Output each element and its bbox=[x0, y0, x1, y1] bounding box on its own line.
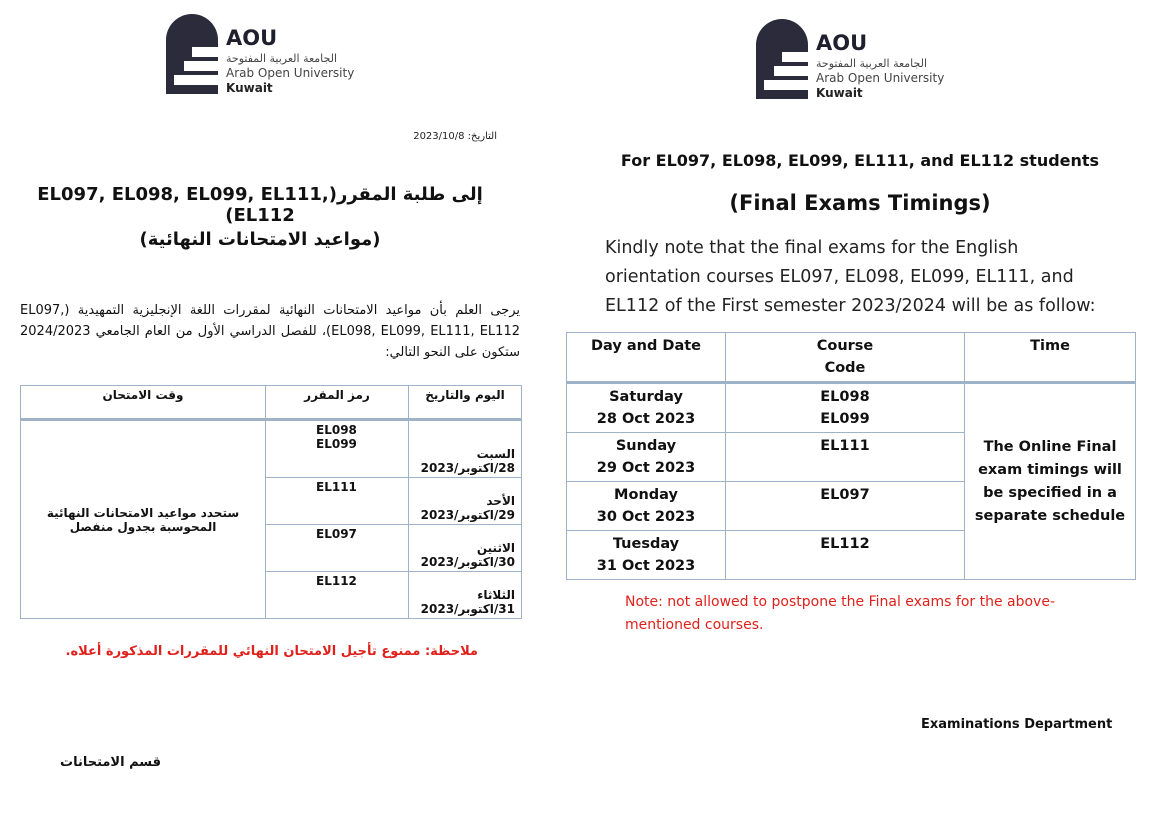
arabic-title-recipients: إلى طلبة المقرر(EL097, EL098, EL099, EL111, EL112) bbox=[37, 184, 483, 226]
english-students-line: For EL097, EL098, EL099, EL111, and EL112 students bbox=[620, 151, 1100, 170]
arabic-header-exam-time: وقت الامتحان bbox=[21, 386, 266, 420]
logo-branch: Kuwait bbox=[816, 86, 863, 100]
arabic-day: الاثنين bbox=[476, 541, 515, 555]
english-day-date-cell bbox=[567, 433, 726, 482]
course-code: EL099 bbox=[316, 437, 357, 451]
english-department-signature: Examinations Department bbox=[921, 717, 1113, 732]
english-course-code-cell bbox=[726, 482, 965, 531]
logo-branch: Kuwait bbox=[226, 81, 273, 95]
arabic-course-code-cell bbox=[266, 420, 409, 478]
arabic-day-date-cell bbox=[409, 478, 522, 525]
arabic-exam-time-note: ستحدد مواعيد الامتحانات النهائية المحوسبة بجدول منفصل bbox=[21, 420, 266, 619]
english-day: Saturday bbox=[609, 389, 683, 405]
english-exam-table bbox=[566, 332, 1136, 580]
english-date-value: 30 Oct 2023 bbox=[596, 509, 696, 525]
arabic-date-value: 29/اكتوبر/2023 bbox=[420, 508, 515, 522]
english-title: (Final Exams Timings) bbox=[729, 191, 991, 215]
course-code-header-text: Course Code bbox=[816, 338, 874, 376]
english-body-text: Kindly note that the final exams for the English orientation courses EL097, EL098, EL099, EL111, and EL112 of the First semester 2023/2024 will be as follow: bbox=[605, 238, 1096, 316]
english-header-day-date: Day and Date bbox=[567, 333, 726, 383]
arabic-day-date-cell bbox=[409, 525, 522, 572]
arabic-course-code-cell bbox=[266, 478, 409, 525]
logo-abbr: AOU bbox=[816, 31, 868, 55]
arabic-course-code-cell bbox=[266, 572, 409, 619]
english-header-time: Time bbox=[965, 333, 1136, 383]
table-row bbox=[567, 383, 1136, 433]
arabic-header-day-date: اليوم والتاريخ bbox=[409, 386, 522, 420]
arabic-postpone-note: ملاحظة: ممنوع تأجيل الامتحان النهائي للمقررات المذكورة أعلاه. bbox=[65, 644, 478, 659]
english-course-code-cell bbox=[726, 383, 965, 433]
logo-english-name: Arab Open University bbox=[816, 71, 945, 85]
aou-logo-english-side bbox=[756, 19, 944, 99]
logo-arabic-name: الجامعة العربية المفتوحة bbox=[816, 57, 928, 70]
english-date-value: 28 Oct 2023 bbox=[596, 411, 696, 427]
arabic-date-value: 28/اكتوبر/2023 bbox=[420, 461, 515, 475]
english-course-code-cell bbox=[726, 531, 965, 580]
logo-abbr: AOU bbox=[226, 26, 278, 50]
arabic-date-value: 30/اكتوبر/2023 bbox=[420, 555, 515, 569]
arabic-header-course-code: رمز المقرر bbox=[266, 386, 409, 420]
logo-english-name: Arab Open University bbox=[226, 66, 355, 80]
course-code: EL112 bbox=[820, 536, 870, 552]
aou-logo-mark bbox=[756, 19, 808, 97]
arabic-day-date-cell bbox=[409, 572, 522, 619]
arabic-day: الثلاثاء bbox=[477, 588, 515, 602]
course-code: EL099 bbox=[820, 411, 870, 427]
arabic-body-text: يرجى العلم بأن مواعيد الامتحانات النهائية لمقررات اللغة الإنجليزية التمهيدية (EL097, EL098, EL099, EL111, EL112)، للفصل الدراسي الأول من العام الجامعي 2024/2023 ستكون على النحو التالي: bbox=[20, 303, 520, 360]
aou-logo-mark bbox=[166, 14, 218, 92]
course-code: EL112 bbox=[316, 574, 357, 588]
arabic-date-value: 31/اكتوبر/2023 bbox=[420, 602, 515, 616]
arabic-day: الأحد bbox=[486, 494, 515, 508]
arabic-course-code-cell bbox=[266, 525, 409, 572]
english-date-value: 29 Oct 2023 bbox=[596, 460, 696, 476]
course-code: EL097 bbox=[820, 487, 870, 503]
english-day: Monday bbox=[614, 487, 678, 503]
arabic-day-date-cell bbox=[409, 420, 522, 478]
table-row bbox=[21, 420, 522, 478]
english-course-code-cell bbox=[726, 433, 965, 482]
arabic-date: التاريخ: 2023/10/8 bbox=[413, 131, 497, 142]
english-date-value: 31 Oct 2023 bbox=[596, 558, 696, 574]
arabic-department-signature: قسم الامتحانات bbox=[60, 755, 162, 770]
english-postpone-note: Note: not allowed to postpone the Final exams for the above-mentioned courses. bbox=[625, 594, 1056, 633]
english-day: Tuesday bbox=[612, 536, 680, 552]
logo-arabic-name: الجامعة العربية المفتوحة bbox=[226, 52, 338, 65]
arabic-title-final-exams: (مواعيد الامتحانات النهائية) bbox=[139, 229, 381, 250]
english-time-note: The Online Final exam timings will be specified in a separate schedule bbox=[965, 383, 1136, 580]
english-day: Sunday bbox=[615, 438, 677, 454]
arabic-exam-table bbox=[20, 385, 522, 619]
course-code: EL111 bbox=[820, 438, 870, 454]
course-code: EL098 bbox=[820, 389, 870, 405]
english-day-date-cell bbox=[567, 531, 726, 580]
course-code: EL097 bbox=[316, 527, 357, 541]
english-day-date-cell bbox=[567, 383, 726, 433]
english-day-date-cell bbox=[567, 482, 726, 531]
english-header-course-code bbox=[726, 333, 965, 383]
aou-logo-arabic-side bbox=[166, 14, 354, 94]
arabic-day: السبت bbox=[476, 447, 515, 461]
course-code: EL098 bbox=[316, 423, 357, 437]
course-code: EL111 bbox=[316, 480, 357, 494]
